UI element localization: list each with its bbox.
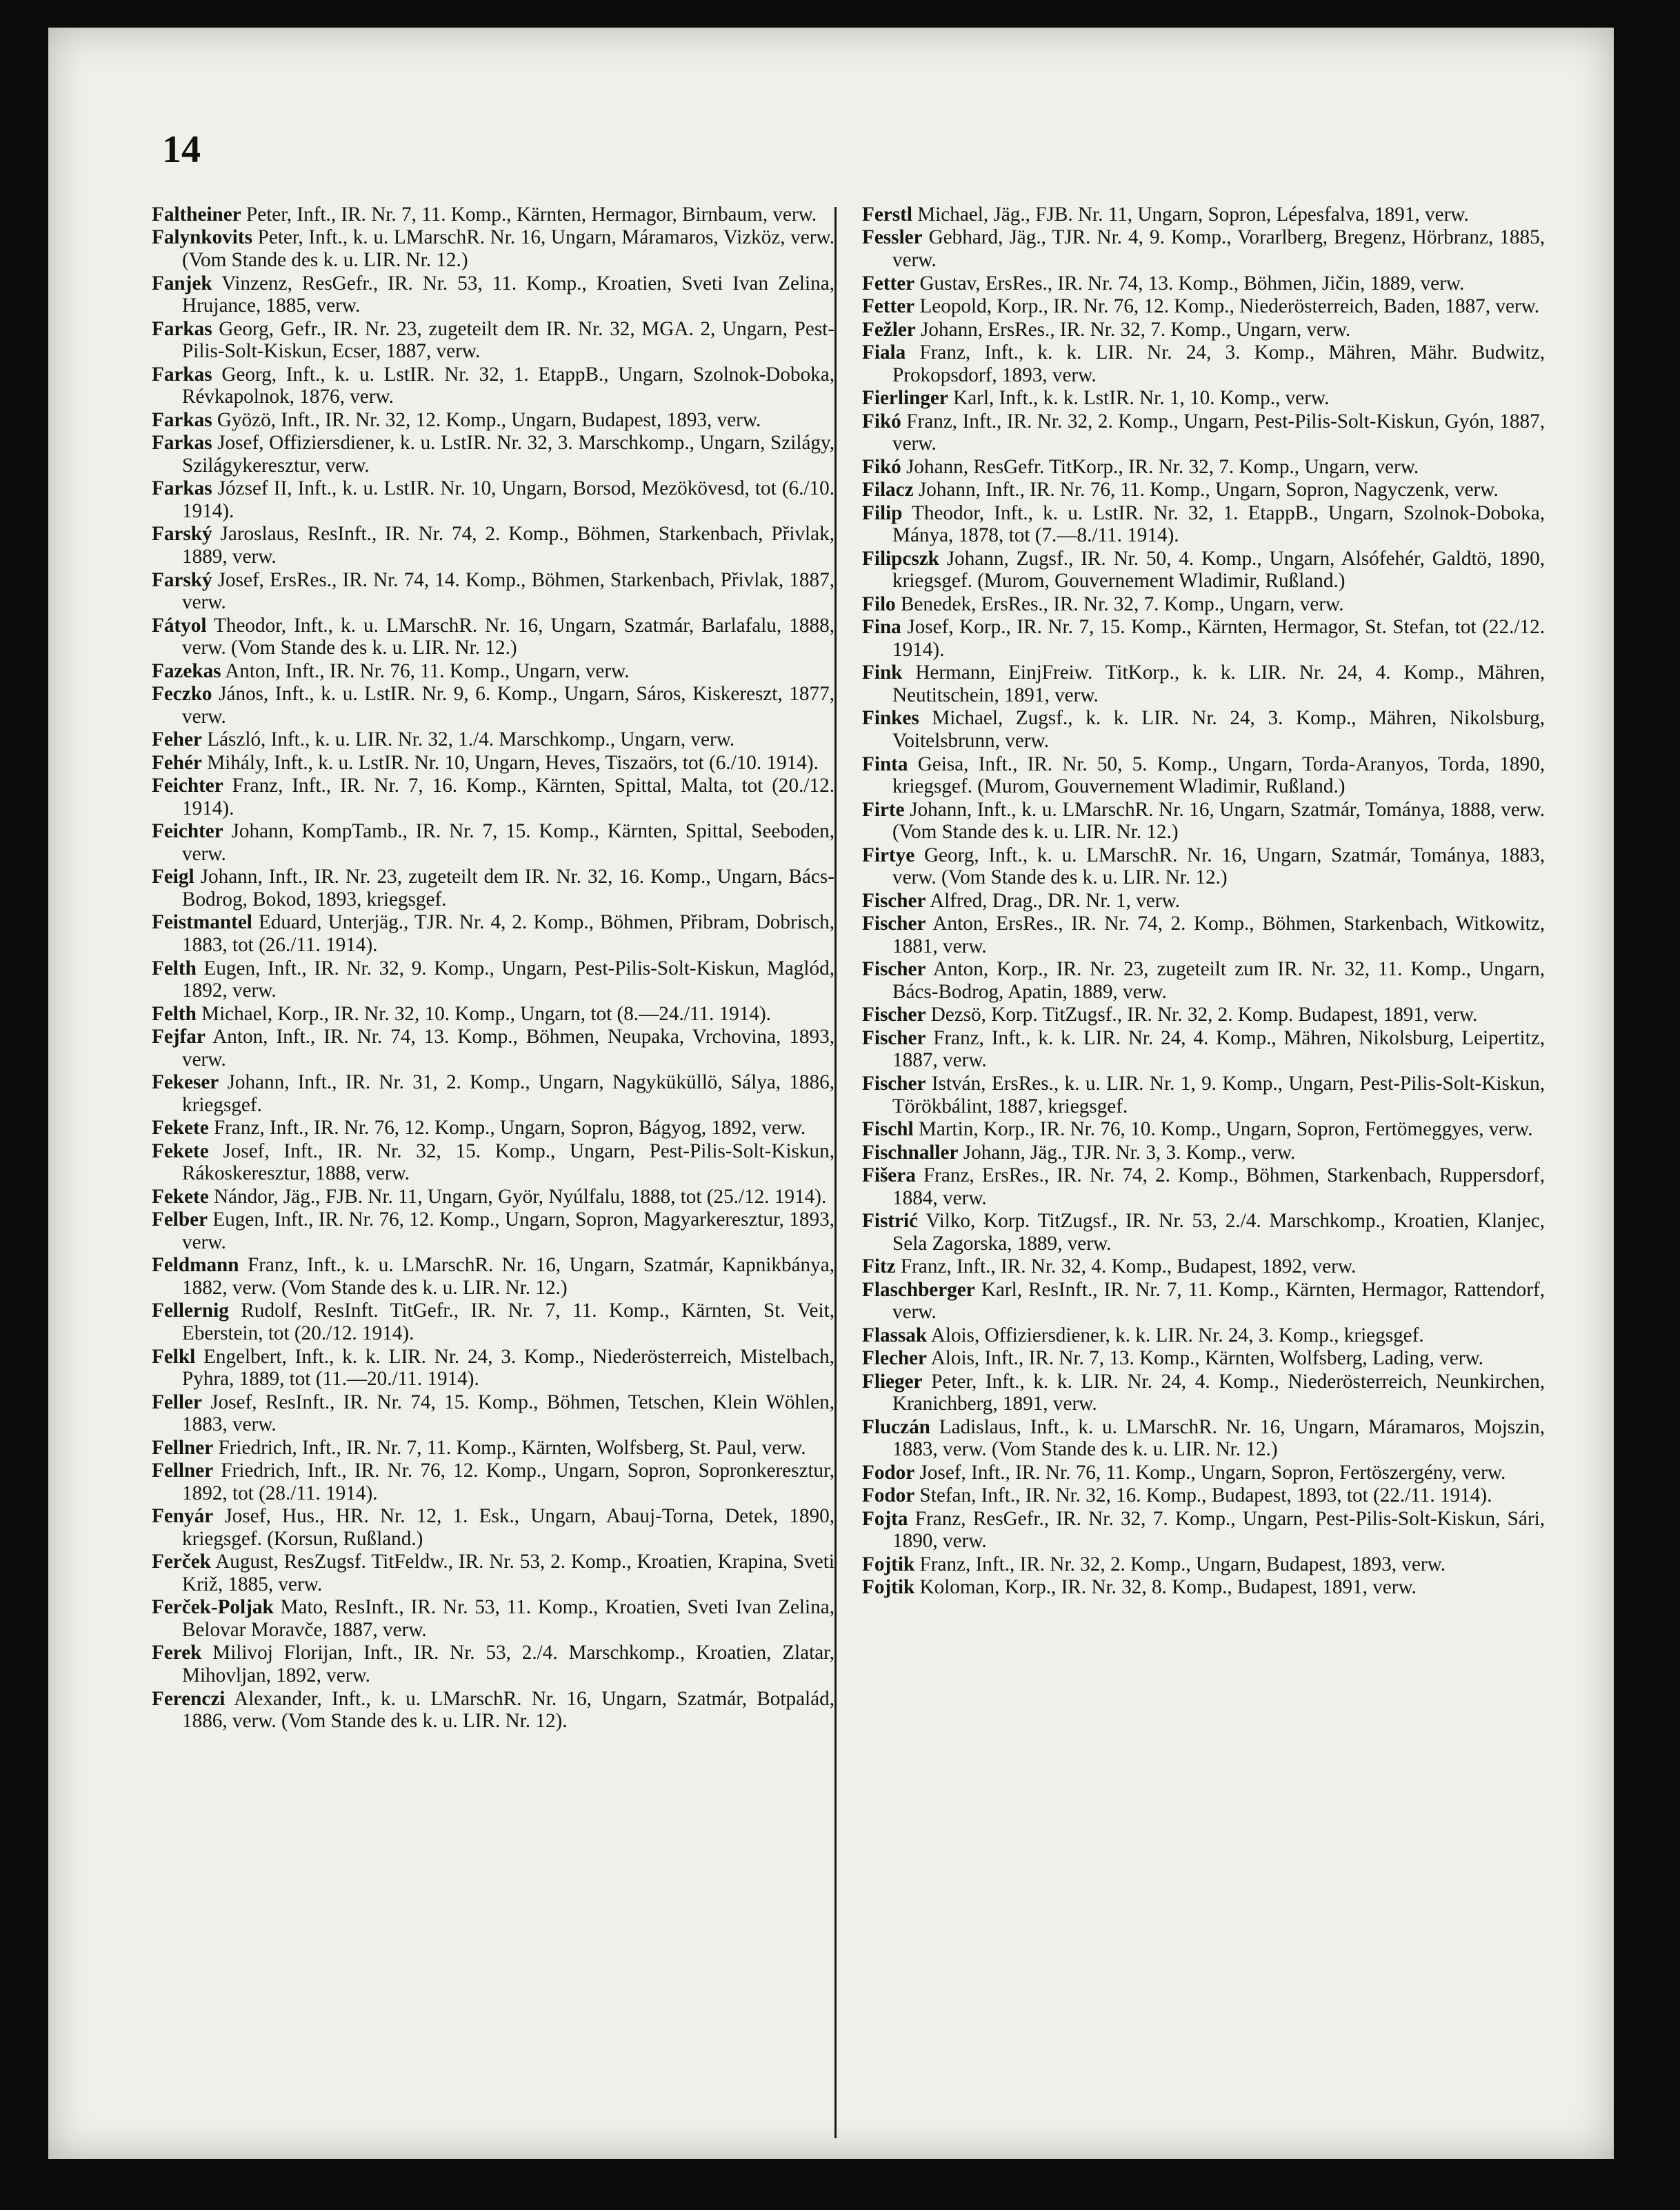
entry-details: Gyözö, Inft., IR. Nr. 32, 12. Komp., Ungarn, Budapest, 1893, verw. [217,408,761,431]
list-entry [152,1140,834,1185]
entry-details: August, ResZugsf. TitFeldw., IR. Nr. 53, 2. Komp., Kroatien, Krapina, Sveti Križ, 1885, verw. [182,1551,834,1595]
entry-surname: Fischer [862,1072,926,1095]
entry-surname: Farský [152,523,212,546]
list-entry [152,728,834,751]
entry-details: Alfred, Drag., DR. Nr. 1, verw. [930,889,1180,912]
list-entry [862,410,1545,455]
entry-details: Johann, Jäg., TJR. Nr. 3, 3. Komp., verw. [963,1141,1296,1164]
list-entry [862,958,1545,1003]
entry-details: Franz, Inft., IR. Nr. 76, 12. Komp., Ungarn, Sopron, Bágyog, 1892, verw. [213,1117,806,1139]
entry-surname: Fellner [152,1460,214,1482]
entry-details: Franz, Inft., k. k. LIR. Nr. 24, 3. Komp., Mähren, Mähr. Budwitz, Prokopsdorf, 1893, verw. [892,341,1545,386]
list-entry [152,569,834,614]
entry-details: Peter, Inft., IR. Nr. 7, 11. Komp., Kärnten, Hermagor, Birnbaum, verw. [246,203,817,226]
entry-details: Theodor, Inft., k. u. LMarschR. Nr. 16, Ungarn, Szatmár, Barlafalu, 1888, verw. (Vom Stande des k. u. LIR. Nr. 12.) [182,614,834,659]
entry-surname: Fodor [862,1461,915,1484]
list-entry [152,683,834,728]
list-entry [152,1026,834,1071]
entry-details: Johann, Inft., IR. Nr. 76, 11. Komp., Ungarn, Sopron, Nagyczenk, verw. [918,479,1499,501]
entry-details: Mihály, Inft., k. u. LstIR. Nr. 10, Ungarn, Heves, Tiszaörs, tot (6./10. 1914). [207,751,819,774]
entry-surname: Filo [862,593,896,615]
list-entry [152,1642,834,1686]
list-entry [152,957,834,1002]
entry-surname: Fessler [862,226,923,249]
entry-surname: Fischer [862,1004,926,1026]
list-entry [862,456,1545,479]
entry-surname: Ferček-Poljak [152,1596,274,1619]
entry-surname: Fojtik [862,1553,915,1575]
list-entry [862,1508,1545,1553]
entry-surname: Fišera [862,1164,916,1186]
list-entry [152,318,834,363]
list-entry [862,593,1545,616]
entry-surname: Farkas [152,363,212,386]
entry-surname: Flaschberger [862,1278,975,1301]
entry-details: Mato, ResInft., IR. Nr. 53, 11. Komp., Kroatien, Sveti Ivan Zelina, Belovar Moravče, 1887, verw. [182,1596,835,1641]
list-entry [152,272,834,317]
entry-details: József II, Inft., k. u. LstIR. Nr. 10, Ungarn, Borsod, Mezökövesd, tot (6./10. 1914). [182,477,834,522]
entry-details: Vilko, Korp. TitZugsf., IR. Nr. 53, 2./4. Marschkomp., Kroatien, Klanjec, Sela Zagorska, 1889, verw. [892,1210,1545,1255]
entry-details: Peter, Inft., k. u. LMarschR. Nr. 16, Ungarn, Máramaros, Vizköz, verw. (Vom Stande des k. u. LIR. Nr. 12.) [182,226,834,272]
entry-details: István, ErsRes., k. u. LIR. Nr. 1, 9. Komp., Ungarn, Pest-Pilis-Solt-Kiskun, Törökbálint, 1887, kriegsgef. [892,1072,1545,1117]
entry-surname: Fojta [862,1507,908,1530]
entry-surname: Ferek [152,1642,202,1664]
entry-details: Johann, KompTamb., IR. Nr. 7, 15. Komp., Kärnten, Spittal, Seeboden, verw. [182,820,834,865]
list-entry [862,1255,1545,1278]
entry-details: Geisa, Inft., IR. Nr. 50, 5. Komp., Ungarn, Torda-Aranyos, Torda, 1890, kriegsgef. (Murom, Gouvernement Wladimir, Rußland.) [892,753,1545,798]
entry-surname: Fischl [862,1118,914,1141]
entry-details: Nándor, Jäg., FJB. Nr. 11, Ungarn, Györ, Nyúlfalu, 1888, tot (25./12. 1914). [213,1185,827,1208]
list-entry [152,1688,834,1733]
column-divider [834,207,837,2138]
entry-details: Hermann, EinjFreiw. TitKorp., k. k. LIR. Nr. 24, 4. Komp., Mähren, Neutitschein, 1891, verw. [892,661,1546,706]
entry-surname: Fellernig [152,1300,229,1322]
entry-surname: Filacz [862,479,914,501]
list-entry [152,1391,834,1436]
entry-surname: Farský [152,568,212,591]
entry-details: Johann, Zugsf., IR. Nr. 50, 4. Komp., Ungarn, Alsófehér, Galdtö, 1890, kriegsgef. (Murom, Gouvernement Wladimir, Rußland.) [892,547,1546,593]
list-entry [862,1553,1545,1576]
entry-details: Michael, Jäg., FJB. Nr. 11, Ungarn, Sopron, Lépesfalva, 1891, verw. [917,203,1469,226]
list-entry [152,615,834,659]
entry-surname: Filip [862,501,903,524]
entry-surname: Faltheiner [152,203,241,226]
entry-details: Dezsö, Korp. TitZugsf., IR. Nr. 32, 2. Komp. Budapest, 1891, verw. [930,1004,1478,1026]
entry-surname: Farkas [152,477,212,500]
entry-details: László, Inft., k. u. LIR. Nr. 32, 1./4. Marschkomp., Ungarn, verw. [207,728,735,751]
entry-surname: Flieger [862,1370,923,1393]
entry-details: Leopold, Korp., IR. Nr. 76, 12. Komp., Niederösterreich, Baden, 1887, verw. [919,295,1540,318]
entry-details: Vinzenz, ResGefr., IR. Nr. 53, 11. Komp., Kroatien, Sveti Ivan Zelina, Hrujance, 1885, verw. [182,272,834,317]
list-entry [152,1117,834,1139]
list-entry [862,1416,1545,1461]
entry-surname: Firte [862,798,905,821]
list-entry [862,548,1545,593]
list-entry [152,523,834,568]
entry-surname: Felber [152,1208,208,1231]
entry-details: Josef, Hus., HR. Nr. 12, 1. Esk., Ungarn, Abauj-Torna, Detek, 1890, kriegsgef. (Korsun, Rußland.) [182,1505,834,1550]
entry-surname: Feller [152,1391,202,1413]
entry-details: Johann, Inft., IR. Nr. 31, 2. Komp., Ungarn, Nagyküküllö, Sálya, 1886, kriegsgef. [182,1071,835,1116]
list-entry [862,1142,1545,1164]
list-entry [862,799,1545,844]
entry-details: Alexander, Inft., k. u. LMarschR. Nr. 16, Ungarn, Szatmár, Botpalád, 1886, verw. (Vom Stande des k. u. LIR. Nr. 12). [182,1687,834,1733]
entry-details: Franz, Inft., IR. Nr. 7, 16. Komp., Kärnten, Spittal, Malta, tot (20./12. 1914). [182,775,835,819]
page-number: 14 [162,128,201,171]
entry-surname: Fischer [862,1026,926,1049]
entry-details: Anton, ErsRes., IR. Nr. 74, 2. Komp., Böhmen, Starkenbach, Witkowitz, 1881, verw. [892,913,1545,957]
entry-surname: Feher [152,728,202,751]
entry-surname: Felth [152,957,197,979]
entry-details: Gebhard, Jäg., TJR. Nr. 4, 9. Komp., Vorarlberg, Bregenz, Hörbranz, 1885, verw. [892,226,1545,272]
entry-surname: Filipcszk [862,547,939,570]
entry-details: Alois, Offiziersdiener, k. k. LIR. Nr. 24, 3. Komp., kriegsgef. [930,1324,1424,1346]
entry-details: Benedek, ErsRes., IR. Nr. 32, 7. Komp., Ungarn, verw. [900,593,1344,615]
list-entry [152,1003,834,1026]
entry-surname: Fischnaller [862,1141,959,1164]
entry-details: Franz, ResGefr., IR. Nr. 32, 7. Komp., Ungarn, Pest-Pilis-Solt-Kiskun, Sári, 1890, verw. [892,1507,1545,1553]
entry-details: Anton, Korp., IR. Nr. 23, zugeteilt zum IR. Nr. 32, 11. Komp., Ungarn, Bács-Bodrog, Apatin, 1889, verw. [892,958,1545,1003]
entry-surname: Farkas [152,432,212,455]
right-column [862,203,1545,1600]
entry-details: Franz, Inft., IR. Nr. 32, 2. Komp., Ungarn, Budapest, 1893, verw. [919,1553,1446,1575]
entry-surname: Felth [152,1002,197,1025]
list-entry [152,1596,834,1641]
entry-surname: Fekete [152,1185,209,1208]
list-entry [152,752,834,775]
entry-surname: Fátyol [152,614,207,637]
list-entry [862,226,1545,271]
entry-surname: Fekete [152,1117,209,1139]
list-entry [862,272,1545,295]
entry-surname: Fitz [862,1255,896,1278]
entry-details: Josef, Inft., IR. Nr. 32, 15. Komp., Ungarn, Pest-Pilis-Solt-Kiskun, Rákoskeresztur, 1888, verw. [182,1139,834,1185]
list-entry [152,477,834,522]
list-entry [862,1164,1545,1209]
entry-details: Josef, Offiziersdiener, k. u. LstIR. Nr. 32, 3. Marschkomp., Ungarn, Szilágy, Szilágykeresztur, verw. [182,432,834,477]
entry-surname: Feichter [152,820,223,843]
list-entry [862,319,1545,341]
entry-details: Theodor, Inft., k. u. LstIR. Nr. 32, 1. EtappB., Ungarn, Szolnok-Doboka, Mánya, 1878, tot (7.—8./11. 1914). [892,501,1545,547]
list-entry [862,661,1545,706]
list-entry [862,913,1545,957]
entry-details: Alois, Inft., IR. Nr. 7, 13. Komp., Kärnten, Wolfsberg, Lading, verw. [930,1347,1483,1370]
list-entry [152,1505,834,1550]
entry-details: Eduard, Unterjäg., TJR. Nr. 4, 2. Komp., Böhmen, Přibram, Dobrisch, 1883, tot (26./11. 1914). [182,911,835,957]
entry-details: Michael, Korp., IR. Nr. 32, 10. Komp., Ungarn, tot (8.—24./11. 1914). [201,1002,771,1025]
entry-surname: Fiala [862,341,906,364]
entry-surname: Finkes [862,707,919,730]
list-entry [152,1300,834,1344]
list-entry [862,203,1545,226]
entry-surname: Falynkovits [152,226,252,249]
entry-surname: Fellner [152,1436,214,1459]
entry-details: Milivoj Florijan, Inft., IR. Nr. 53, 2./4. Marschkomp., Kroatien, Zlatar, Mihovljan, 1892, verw. [182,1642,835,1687]
list-entry [862,479,1545,501]
list-entry [862,1004,1545,1026]
entry-details: Karl, ResInft., IR. Nr. 7, 11. Komp., Kärnten, Hermagor, Rattendorf, verw. [892,1278,1546,1324]
entry-surname: Fodor [862,1484,915,1507]
left-column [152,203,834,1733]
entry-details: Martin, Korp., IR. Nr. 76, 10. Komp., Ungarn, Sopron, Fertömeggyes, verw. [918,1118,1533,1141]
list-entry [152,364,834,408]
entry-details: Anton, Inft., IR. Nr. 74, 13. Komp., Böhmen, Neupaka, Vrchovina, 1893, verw. [182,1026,835,1071]
entry-details: Josef, ResInft., IR. Nr. 74, 15. Komp., Böhmen, Tetschen, Klein Wöhlen, 1883, verw. [182,1391,835,1436]
entry-details: Johann, ResGefr. TitKorp., IR. Nr. 32, 7. Komp., Ungarn, verw. [906,455,1419,478]
list-entry [152,203,834,226]
entry-details: Josef, Inft., IR. Nr. 76, 11. Komp., Ungarn, Sopron, Fertöszergény, verw. [919,1461,1506,1484]
entry-details: János, Inft., k. u. LstIR. Nr. 9, 6. Komp., Ungarn, Sáros, Kiskereszt, 1877, verw. [182,683,834,728]
list-entry [862,1371,1545,1415]
list-entry [862,844,1545,889]
entry-surname: Fejfar [152,1026,206,1048]
entry-surname: Firtye [862,844,915,866]
entry-details: Franz, ErsRes., IR. Nr. 74, 2. Komp., Böhmen, Starkenbach, Ruppersdorf, 1884, verw. [892,1164,1546,1209]
entry-details: Franz, Inft., IR. Nr. 32, 2. Komp., Ungarn, Pest-Pilis-Solt-Kiskun, Gyón, 1887, verw. [892,410,1545,455]
list-entry [152,1071,834,1116]
entry-details: Franz, Inft., k. u. LMarschR. Nr. 16, Ungarn, Szatmár, Kapnikbánya, 1882, verw. (Vom Stande des k. u. LIR. Nr. 12.) [182,1254,834,1299]
entry-details: Friedrich, Inft., IR. Nr. 76, 12. Komp., Ungarn, Sopron, Sopronkeresztur, 1892, tot (28./11. 1914). [182,1460,835,1504]
entry-surname: Fikó [862,410,901,432]
entry-surname: Fina [862,616,901,639]
list-entry [862,295,1545,318]
list-entry [152,432,834,477]
list-entry [862,1210,1545,1255]
list-entry [152,1460,834,1504]
entry-details: Georg, Inft., k. u. LMarschR. Nr. 16, Ungarn, Szatmár, Tománya, 1883, verw. (Vom Stande des k. u. LIR. Nr. 12.) [892,844,1546,889]
list-entry [862,753,1545,798]
entry-surname: Fischer [862,913,926,935]
entry-surname: Feczko [152,683,212,706]
list-entry [152,866,834,910]
entry-details: Anton, Inft., IR. Nr. 76, 11. Komp., Ungarn, verw. [225,659,630,682]
entry-surname: Ferstl [862,203,912,226]
document-page [48,28,1614,2159]
list-entry [152,775,834,819]
entry-details: Rudolf, ResInft. TitGefr., IR. Nr. 7, 11. Komp., Kärnten, St. Veit, Eberstein, tot (20./12. 1914). [182,1300,835,1345]
list-entry [152,1551,834,1595]
entry-surname: Farkas [152,317,212,340]
entry-surname: Ferenczi [152,1687,226,1710]
entry-surname: Flassak [862,1324,928,1346]
entry-surname: Farkas [152,408,212,431]
entry-surname: Fluczán [862,1415,930,1438]
entry-surname: Ferček [152,1551,211,1573]
entry-details: Eugen, Inft., IR. Nr. 32, 9. Komp., Ungarn, Pest-Pilis-Solt-Kiskun, Maglód, 1892, verw. [182,957,834,1002]
entry-details: Koloman, Korp., IR. Nr. 32, 8. Komp., Budapest, 1891, verw. [919,1576,1417,1599]
entry-details: Johann, Inft., k. u. LMarschR. Nr. 16, Ungarn, Szatmár, Tománya, 1888, verw. (Vom Stande des k. u. LIR. Nr. 12.) [892,798,1545,844]
list-entry [862,1279,1545,1324]
entry-surname: Fehér [152,751,202,774]
entry-surname: Felkl [152,1345,196,1368]
list-entry [152,1208,834,1253]
list-entry [862,1324,1545,1347]
entry-details: Franz, Inft., k. k. LIR. Nr. 24, 4. Komp., Mähren, Nikolsburg, Leipertitz, 1887, verw. [892,1026,1545,1072]
entry-surname: Finta [862,753,908,775]
list-entry [862,616,1545,661]
list-entry [152,1254,834,1299]
entry-details: Johann, ErsRes., IR. Nr. 32, 7. Komp., Ungarn, verw. [921,318,1351,341]
entry-details: Engelbert, Inft., k. k. LIR. Nr. 24, 3. Komp., Niederösterreich, Mistelbach, Pyhra, 1889, tot (11.—20./11. 1914). [182,1345,835,1391]
entry-surname: Feldmann [152,1254,239,1277]
list-entry [862,387,1545,410]
entry-details: Stefan, Inft., IR. Nr. 32, 16. Komp., Budapest, 1893, tot (22./11. 1914). [919,1484,1492,1507]
entry-surname: Fierlinger [862,387,948,410]
list-entry [152,1186,834,1208]
entry-surname: Fežler [862,318,916,341]
entry-details: Peter, Inft., k. k. LIR. Nr. 24, 4. Komp., Niederösterreich, Neunkirchen, Kranichberg, 1891, verw. [892,1370,1545,1415]
entry-surname: Fikó [862,455,901,478]
list-entry [152,1346,834,1391]
entry-surname: Fink [862,661,903,684]
entry-details: Eugen, Inft., IR. Nr. 76, 12. Komp., Ungarn, Sopron, Magyarkeresztur, 1893, verw. [182,1208,834,1253]
list-entry [862,341,1545,386]
entry-surname: Feigl [152,866,194,888]
list-entry [862,1462,1545,1484]
entry-surname: Feistmantel [152,911,252,934]
entry-surname: Fenyár [152,1505,214,1528]
entry-details: Michael, Zugsf., k. k. LIR. Nr. 24, 3. Komp., Mähren, Nikolsburg, Voitelsbrunn, verw. [892,707,1546,753]
entry-surname: Fekete [152,1139,209,1162]
entry-details: Jaroslaus, ResInft., IR. Nr. 74, 2. Komp., Böhmen, Starkenbach, Přivlak, 1889, verw. [182,523,834,568]
list-entry [152,911,834,956]
entry-surname: Feichter [152,775,223,797]
list-entry [862,707,1545,752]
list-entry [152,1437,834,1460]
list-entry [152,409,834,432]
list-entry [862,1347,1545,1370]
entry-surname: Fetter [862,272,915,295]
entry-surname: Fistrić [862,1210,919,1233]
entry-surname: Fazekas [152,659,221,682]
list-entry [862,502,1545,547]
entry-surname: Fetter [862,295,915,318]
entry-details: Gustav, ErsRes., IR. Nr. 74, 13. Komp., Böhmen, Jičin, 1889, verw. [919,272,1465,295]
entry-details: Georg, Inft., k. u. LstIR. Nr. 32, 1. EtappB., Ungarn, Szolnok-Doboka, Révkapolnok, 1876, verw. [182,363,835,408]
list-entry [152,820,834,865]
entry-details: Ladislaus, Inft., k. u. LMarschR. Nr. 16, Ungarn, Máramaros, Mojszin, 1883, verw. (Vom Stande des k. u. LIR. Nr. 12.) [892,1415,1546,1461]
entry-surname: Flecher [862,1347,927,1370]
list-entry [152,660,834,683]
entry-details: Karl, Inft., k. k. LstIR. Nr. 1, 10. Komp., verw. [953,387,1330,410]
entry-details: Georg, Gefr., IR. Nr. 23, zugeteilt dem IR. Nr. 32, MGA. 2, Ungarn, Pest-Pilis-Solt-Kiskun, Ecser, 1887, verw. [182,317,835,363]
entry-details: Josef, Korp., IR. Nr. 7, 15. Komp., Kärnten, Hermagor, St. Stefan, tot (22./12. 1914). [892,616,1546,661]
list-entry [862,1484,1545,1507]
entry-surname: Fojtik [862,1576,915,1599]
list-entry [862,1118,1545,1141]
list-entry [862,1073,1545,1117]
entry-details: Johann, Inft., IR. Nr. 23, zugeteilt dem IR. Nr. 32, 16. Komp., Ungarn, Bács-Bodrog, Bokod, 1893, kriegsgef. [182,866,835,910]
list-entry [862,1027,1545,1072]
entry-surname: Fanjek [152,272,212,295]
entry-details: Franz, Inft., IR. Nr. 32, 4. Komp., Budapest, 1892, verw. [900,1255,1357,1278]
entry-details: Josef, ErsRes., IR. Nr. 74, 14. Komp., Böhmen, Starkenbach, Přivlak, 1887, verw. [182,568,834,614]
list-entry [862,1576,1545,1599]
entry-surname: Fischer [862,889,926,912]
list-entry [152,226,834,271]
entry-surname: Fekeser [152,1071,219,1094]
list-entry [862,890,1545,913]
entry-surname: Fischer [862,958,926,981]
entry-details: Friedrich, Inft., IR. Nr. 7, 11. Komp., Kärnten, Wolfsberg, St. Paul, verw. [218,1436,806,1459]
